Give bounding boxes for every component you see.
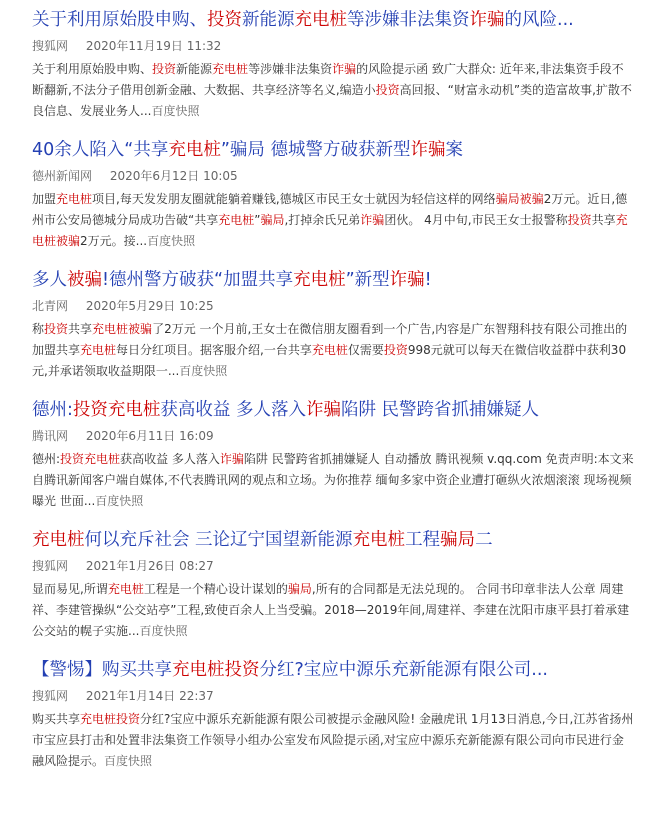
- text-run: 陷阱 民警跨省抓捕嫌疑人: [340, 400, 540, 420]
- highlighted-keyword: 诈骗: [219, 452, 244, 466]
- highlighted-keyword: 充电桩: [168, 140, 221, 160]
- text-run: ”骗局 德城警方破获新型: [220, 140, 411, 160]
- result-snippet: [32, 579, 634, 642]
- text-run: 等涉嫌非法集资: [347, 10, 470, 30]
- highlighted-keyword: 诈骗: [410, 140, 446, 160]
- cache-link[interactable]: 百度快照: [139, 624, 188, 638]
- result-date: 2020年11月19日 11:32: [85, 39, 222, 53]
- snippet-text: [32, 582, 629, 638]
- highlighted-keyword: 充电桩被骗: [92, 322, 153, 336]
- text-run: 购买共享: [32, 712, 81, 726]
- highlighted-keyword: 骗局: [440, 530, 476, 550]
- result-source: 腾讯网: [32, 429, 69, 443]
- result-source: 德州新闻网: [32, 169, 93, 183]
- highlighted-keyword: 充电桩: [212, 62, 249, 76]
- highlighted-keyword: 充电桩: [294, 10, 347, 30]
- text-run: 的风险提示函 致广大群众: 近年来,非法集资手段不断翻新,不法分子借用创新金融、大数据、共享经济等名义,编造小: [32, 62, 624, 97]
- highlighted-keyword: 诈骗: [305, 400, 341, 420]
- highlighted-keyword: 投资: [383, 343, 408, 357]
- highlighted-keyword: 骗局: [260, 213, 285, 227]
- highlighted-keyword: 骗局: [287, 582, 312, 596]
- text-run: 【警惕】购买共享: [32, 660, 172, 680]
- text-run: 分红?宝应中源乐充新能源有限公司被提示金融风险! 金融虎讯 1月13日消息,今日,江苏省扬州市宝应县打击和处置非法集资工作领导小组办公室发布风险提示函,对宝应中源乐充新能源有限公司向市民进行金融风险提示。: [32, 712, 634, 768]
- text-run: 加盟: [32, 192, 57, 206]
- text-run: 的风险...: [504, 10, 574, 30]
- highlighted-keyword: 投资充电桩: [72, 400, 161, 420]
- text-run: 称: [32, 322, 45, 336]
- highlighted-keyword: 诈骗: [469, 10, 505, 30]
- result-meta: [32, 298, 634, 314]
- cache-link[interactable]: 百度快照: [95, 494, 144, 508]
- highlighted-keyword: 充电桩: [56, 192, 93, 206]
- result-title-link[interactable]: [32, 528, 634, 552]
- text-run: 工程: [405, 530, 441, 550]
- result-source: 北青网: [32, 299, 69, 313]
- highlighted-keyword: 投资: [152, 62, 177, 76]
- result-source: 搜狐网: [32, 559, 69, 573]
- text-run: ,所有的合同都是无法兑现的。 合同书印章非法人公章 周建祥、李建管操纵“公交站亭”工程,致使百余人上当受骗。2018—2019年间,周建祥、李建在沈阳市康平县打着承建公交站的幌子实施...: [32, 582, 630, 638]
- highlighted-keyword: 充电桩: [218, 213, 255, 227]
- result-snippet: [32, 319, 634, 382]
- highlighted-keyword: 充电桩投资: [172, 660, 260, 680]
- text-run: 团伙。 4月中旬,市民王女士报警称: [384, 213, 568, 227]
- highlighted-keyword: 投资: [375, 83, 400, 97]
- text-run: 共享: [68, 322, 93, 336]
- result-meta: [32, 38, 634, 54]
- result-meta: [32, 168, 634, 184]
- highlighted-keyword: 充电桩: [107, 582, 144, 596]
- result-date: 2020年6月12日 10:05: [109, 169, 238, 183]
- result-snippet: [32, 189, 634, 252]
- text-run: 每日分红项目。据客服介绍,一台共享: [116, 343, 312, 357]
- search-result: [32, 138, 634, 252]
- text-run: !德州警方破获“加盟共享: [102, 270, 294, 290]
- highlighted-keyword: 充电桩: [352, 530, 406, 550]
- text-run: 新能源: [176, 62, 213, 76]
- text-run: 2万元。近日,德州市公安局德城分局成功告破“共享: [32, 192, 628, 227]
- result-source: 搜狐网: [32, 39, 69, 53]
- search-result: [32, 268, 634, 382]
- result-meta: [32, 688, 634, 704]
- text-run: 何以充斥社会 三论辽宁国望新能源: [84, 530, 353, 550]
- highlighted-keyword: 投资充电桩: [60, 452, 121, 466]
- text-run: 仅需要: [347, 343, 384, 357]
- text-run: 陷阱 民警跨省抓捕嫌疑人 自动播放 腾讯视频 v.qq.com 免责声明:本文来自腾讯新闻客户端自媒体,不代表腾讯网的观点和立场。为你推荐 缅甸多家中资企业遭打砸纵火浓烟滚滚 现场视频曝光 世面...: [32, 452, 634, 508]
- highlighted-keyword: 充电桩投资: [80, 712, 141, 726]
- text-run: 分红?宝应中源乐充新能源有限公司...: [259, 660, 548, 680]
- text-run: 德州:: [32, 400, 73, 420]
- highlighted-keyword: 投资: [567, 213, 592, 227]
- highlighted-keyword: 诈骗: [332, 62, 357, 76]
- text-run: ”: [254, 213, 261, 227]
- text-run: 获高收益 多人落入: [120, 452, 220, 466]
- text-run: 德州:: [32, 452, 61, 466]
- text-run: 获高收益 多人落入: [160, 400, 306, 420]
- text-run: 案: [445, 140, 463, 160]
- highlighted-keyword: 充电桩: [80, 343, 117, 357]
- text-run: 关于利用原始股申购、: [32, 62, 153, 76]
- highlighted-keyword: 投资: [44, 322, 69, 336]
- text-run: 工程是一个精心设计谋划的: [143, 582, 288, 596]
- text-run: ”新型: [345, 270, 390, 290]
- result-date: 2020年5月29日 10:25: [85, 299, 214, 313]
- result-title-link[interactable]: [32, 398, 634, 422]
- result-snippet: [32, 709, 634, 772]
- result-snippet: [32, 449, 634, 512]
- search-result: [32, 528, 634, 642]
- result-meta: [32, 428, 634, 444]
- cache-link[interactable]: 百度快照: [179, 364, 228, 378]
- text-run: 40余人陷入“共享: [32, 140, 169, 160]
- search-result: [32, 658, 634, 772]
- highlighted-keyword: 投资: [207, 10, 242, 30]
- cache-link[interactable]: 百度快照: [147, 234, 196, 248]
- highlighted-keyword: 充电桩被骗: [32, 213, 628, 248]
- search-result: [32, 398, 634, 512]
- text-run: 二: [475, 530, 493, 550]
- cache-link[interactable]: 百度快照: [151, 104, 200, 118]
- text-run: 共享: [591, 213, 616, 227]
- snippet-text: [32, 192, 628, 248]
- result-snippet: [32, 59, 634, 122]
- result-date: 2021年1月14日 22:37: [85, 689, 214, 703]
- result-date: 2020年6月11日 16:09: [85, 429, 214, 443]
- result-title-link[interactable]: [32, 268, 634, 292]
- highlighted-keyword: 诈骗: [389, 270, 425, 290]
- snippet-text: [32, 322, 627, 378]
- search-result: [32, 8, 634, 122]
- text-run: 等涉嫌非法集资: [248, 62, 333, 76]
- snippet-text: [32, 62, 632, 118]
- text-run: 新能源: [242, 10, 295, 30]
- result-source: 搜狐网: [32, 689, 69, 703]
- text-run: 高回报、“财富永动机”类的造富故事,扩散不良信息、发展业务人...: [32, 83, 632, 118]
- result-meta: [32, 558, 634, 574]
- text-run: 了2万元 一个月前,王女士在微信朋友圈看到一个广告,内容是广东智翔科技有限公司推出的加盟共享: [32, 322, 628, 357]
- text-run: 关于利用原始股申购、: [32, 10, 207, 30]
- cache-link[interactable]: 百度快照: [104, 754, 153, 768]
- highlighted-keyword: 充电桩: [32, 530, 85, 550]
- text-run: 显而易见,所谓: [32, 582, 108, 596]
- text-run: 998元就可以每天在微信收益群中获利30元,并承诺领取收益期限一...: [32, 343, 627, 378]
- text-run: 2万元。接...: [80, 234, 148, 248]
- result-title-link[interactable]: [32, 8, 634, 32]
- highlighted-keyword: 充电桩: [293, 270, 346, 290]
- text-run: !: [424, 270, 432, 290]
- text-run: ,打掉余氏兄弟: [284, 213, 361, 227]
- text-run: 多人: [32, 270, 67, 290]
- result-title-link[interactable]: [32, 658, 634, 682]
- highlighted-keyword: 充电桩: [311, 343, 348, 357]
- highlighted-keyword: 诈骗: [360, 213, 385, 227]
- result-title-link[interactable]: [32, 138, 634, 162]
- result-date: 2021年1月26日 08:27: [85, 559, 214, 573]
- highlighted-keyword: 骗局被骗: [495, 192, 544, 206]
- highlighted-keyword: 被骗: [67, 270, 102, 290]
- text-run: 项目,每天发发朋友圈就能躺着赚钱,德城区市民王女士就因为轻信这样的网络: [92, 192, 496, 206]
